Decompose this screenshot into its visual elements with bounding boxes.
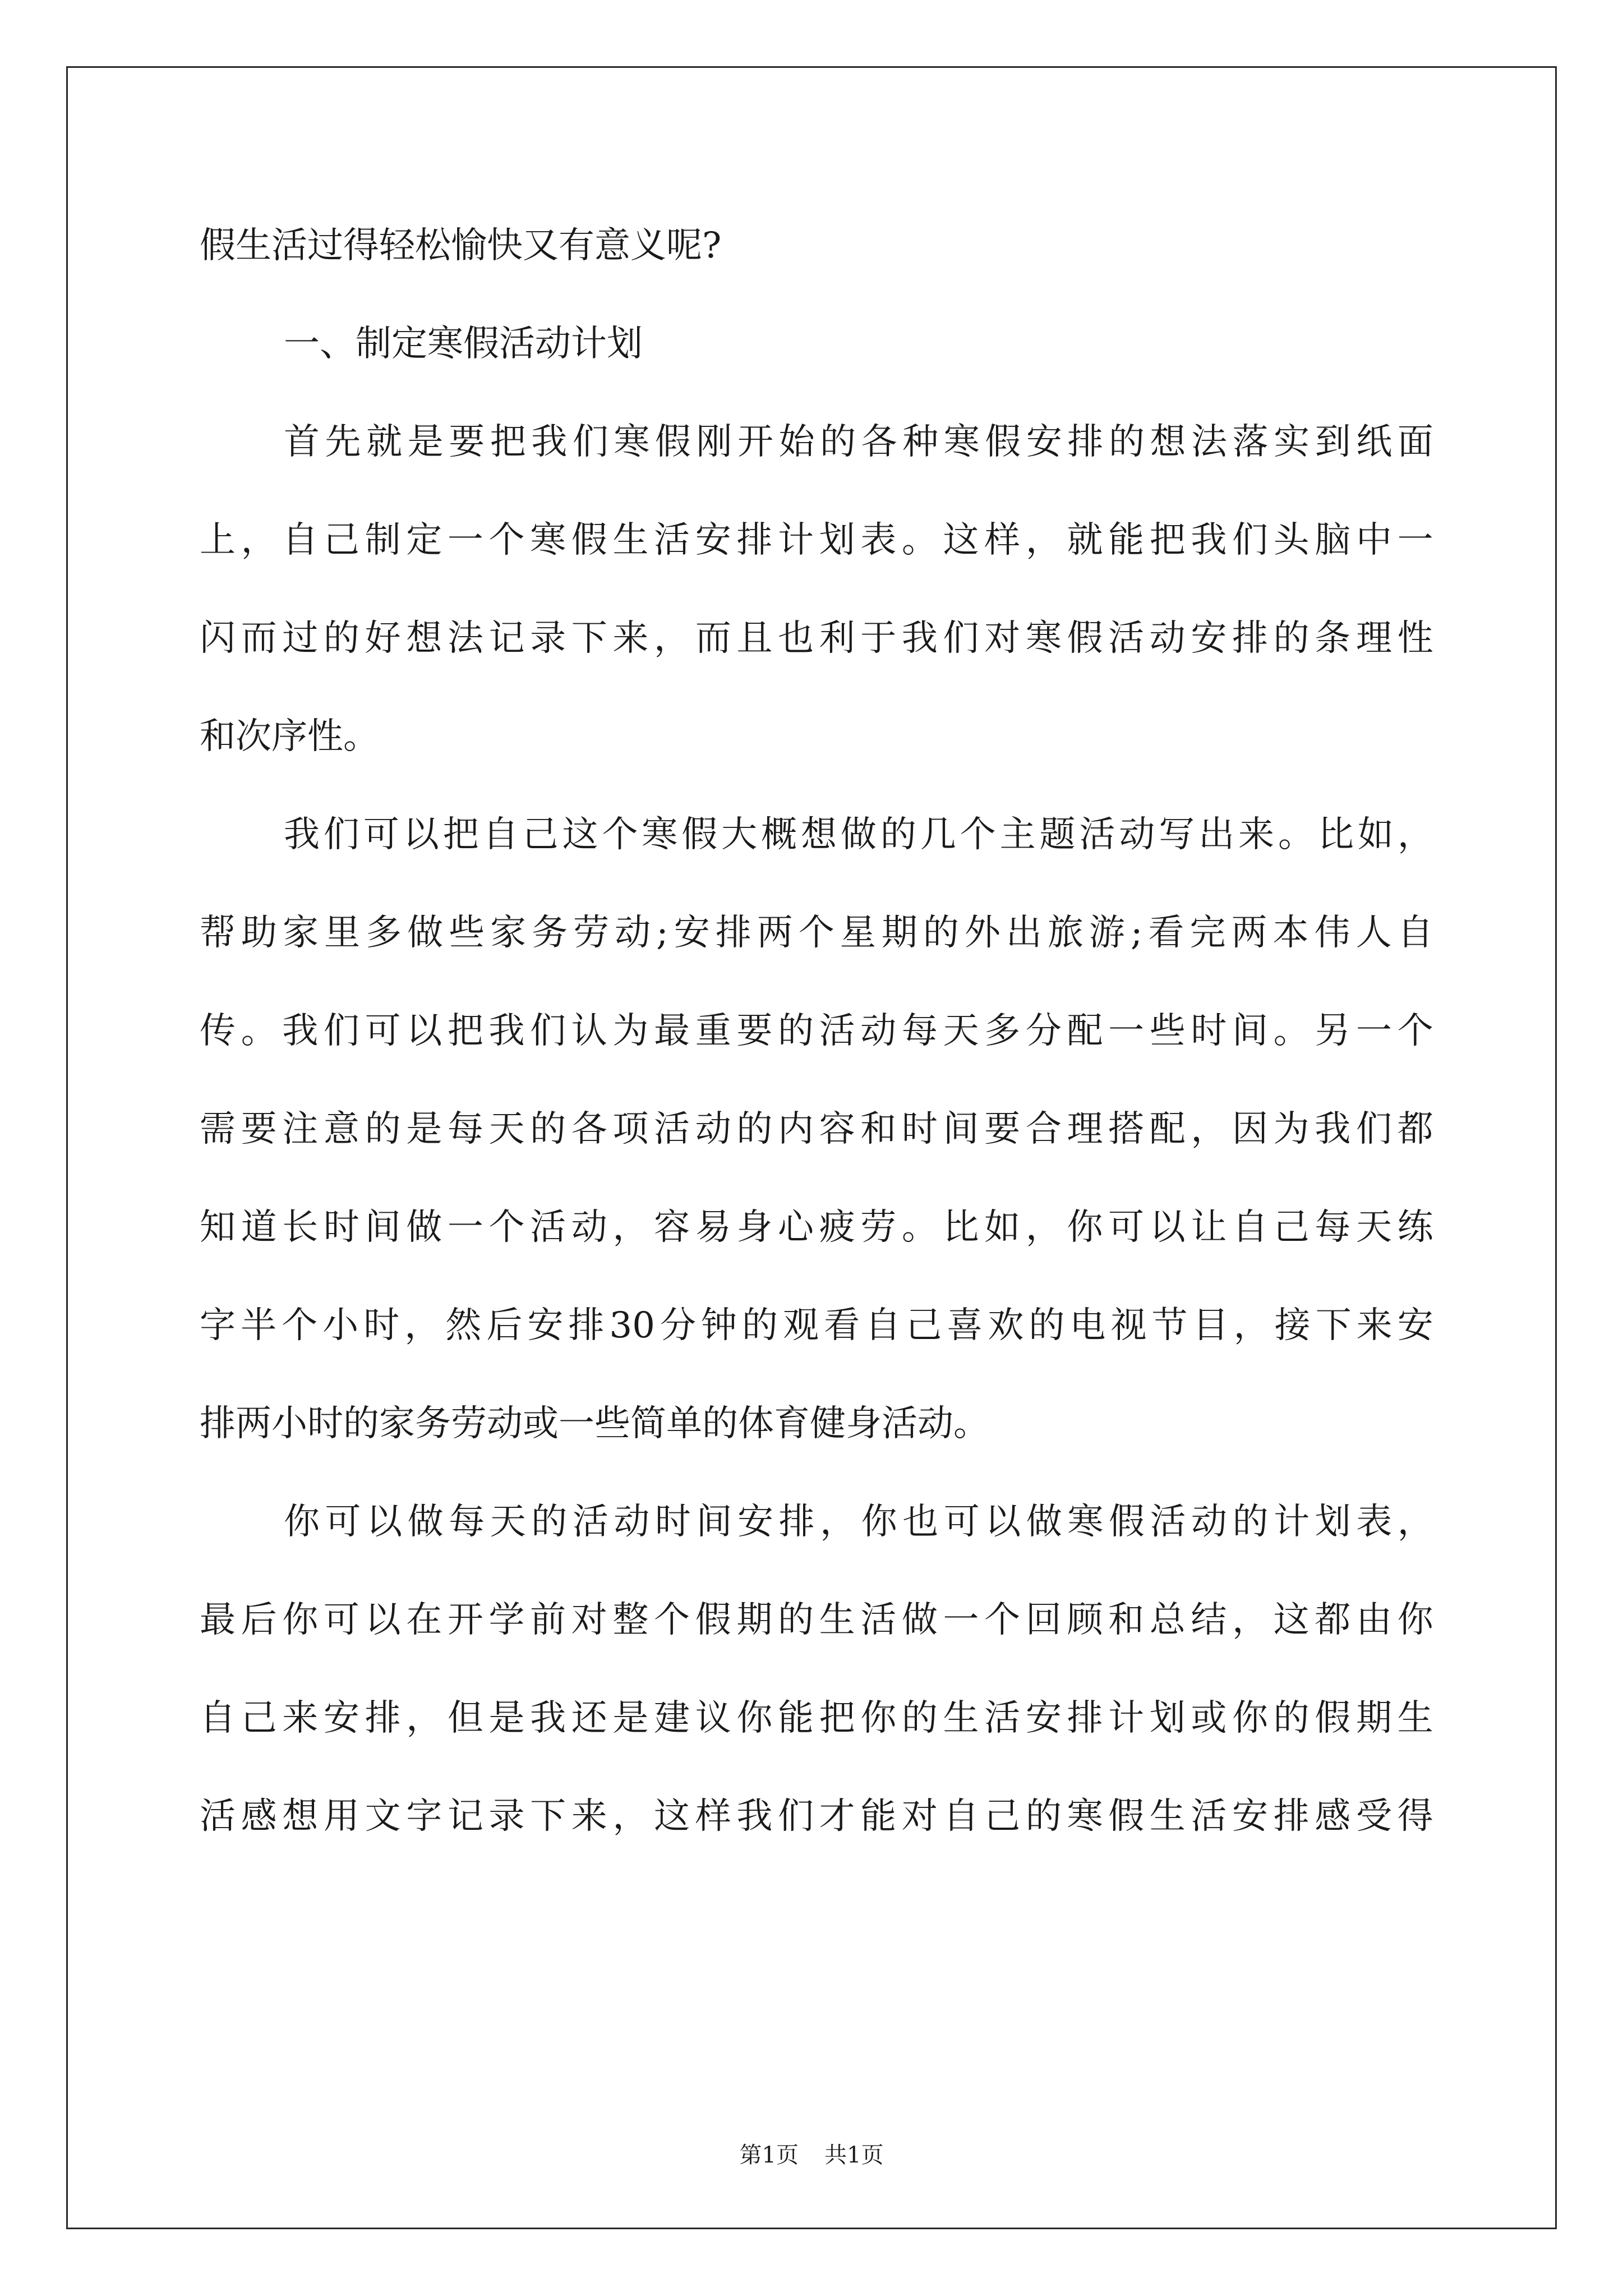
text-line: 和次序性。 xyxy=(200,716,379,757)
text-line: 一、制定寒假活动计划 xyxy=(284,323,643,365)
text-line: 排两小时的家务劳动或一些简单的体育健身活动。 xyxy=(200,1403,989,1444)
text-line: 需 要 注 意 的 是 每 天 的 各 项 活 动 的 内 容 和 时 间 要 合 理 搭 配 ， 因 为 我 们 都 xyxy=(200,1108,1433,1150)
text-line: 活 感 想 用 文 字 记 录 下 来 ， 这 样 我 们 才 能 对 自 己 的 寒 假 生 活 安 排 感 受 得 xyxy=(200,1796,1433,1837)
text-line: 假生活过得轻松愉快又有意义呢? xyxy=(200,225,722,266)
text-line: 我 们 可 以 把 自 己 这 个 寒 假 大 概 想 做 的 几 个 主 题 活 动 写 出 来 。 比 如 ， xyxy=(284,814,1433,855)
page-footer xyxy=(0,2137,1623,2169)
text-line: 字 半 个 小 时 ， 然 后 安 排 30 分 钟 的 观 看 自 己 喜 欢 的 电 视 节 目 ， 接 下 来 安 xyxy=(200,1305,1433,1346)
text-line: 知 道 长 时 间 做 一 个 活 动 ， 容 易 身 心 疲 劳 。 比 如 ， 你 可 以 让 自 己 每 天 练 xyxy=(200,1207,1433,1248)
text-line: 闪 而 过 的 好 想 法 记 录 下 来 ， 而 且 也 利 于 我 们 对 寒 假 活 动 安 排 的 条 理 性 xyxy=(200,618,1433,659)
text-line: 传 。 我 们 可 以 把 我 们 认 为 最 重 要 的 活 动 每 天 多 分 配 一 些 时 间 。 另 一 个 xyxy=(200,1010,1433,1052)
text-line: 最 后 你 可 以 在 开 学 前 对 整 个 假 期 的 生 活 做 一 个 回 顾 和 总 结 ， 这 都 由 你 xyxy=(200,1599,1433,1641)
text-line: 帮 助 家 里 多 做 些 家 务 劳 动 ; 安 排 两 个 星 期 的 外 出 旅 游 ; 看 完 两 本 伟 人 自 xyxy=(200,912,1433,954)
text-line: 自 己 来 安 排 ， 但 是 我 还 是 建 议 你 能 把 你 的 生 活 安 排 计 划 或 你 的 假 期 生 xyxy=(200,1697,1433,1739)
text-line: 首 先 就 是 要 把 我 们 寒 假 刚 开 始 的 各 种 寒 假 安 排 的 想 法 落 实 到 纸 面 xyxy=(284,421,1433,463)
text-line: 你 可 以 做 每 天 的 活 动 时 间 安 排 ， 你 也 可 以 做 寒 假 活 动 的 计 划 表 ， xyxy=(284,1501,1433,1543)
page-number: 第1页 xyxy=(739,2142,799,2168)
text-line: 上 ， 自 己 制 定 一 个 寒 假 生 活 安 排 计 划 表 。 这 样 ， 就 能 把 我 们 头 脑 中 一 xyxy=(200,519,1433,561)
page-total: 共1页 xyxy=(824,2142,884,2168)
